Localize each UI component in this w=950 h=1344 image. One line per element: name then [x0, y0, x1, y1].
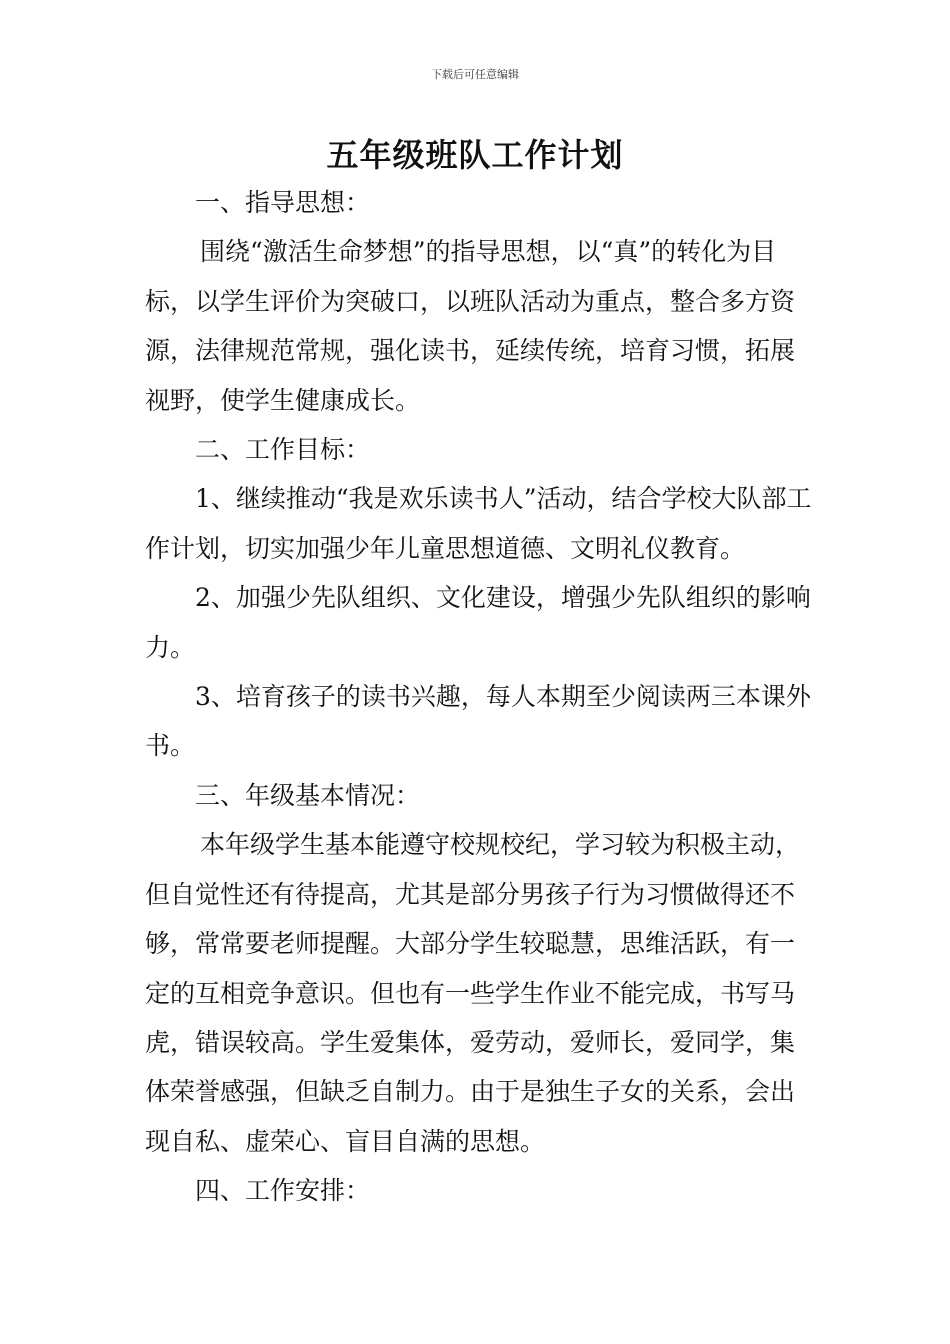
goal-item-2: 2、加强少先队组织、文化建设，增强少先队组织的影响力。: [145, 583, 811, 662]
section-heading-guiding-thought: 一、指导思想：: [195, 188, 371, 217]
section-heading-work-arrangement: 四、工作安排：: [195, 1176, 371, 1206]
page-header-note: 下载后可任意编辑: [431, 68, 519, 81]
section-heading-work-goals: 二、工作目标：: [195, 435, 371, 465]
goal-item-3: 3、培育孩子的读书兴趣，每人本期至少阅读两三本课外书。: [145, 682, 811, 761]
goal-item-1: 1、继续推动“我是欢乐读书人”活动，结合学校大队部工作计划，切实加强少年儿童思想道德、文明礼仪教育。: [145, 484, 812, 563]
document-body: [145, 178, 815, 1216]
document-title: 五年级班队工作计划: [326, 136, 624, 174]
section-body-guiding-thought: 围绕“激活生命梦想”的指导思想，以“真”的转化为目标，以学生评价为突破口，以班队活动为重点，整合多方资源，法律规范常规，强化读书，延续传统，培育习惯，拓展视野，使学生健康成长。: [145, 237, 796, 415]
section-heading-grade-situation: 三、年级基本情况：: [195, 780, 421, 810]
section-body-grade-situation: 本年级学生基本能遵守校规校纪，学习较为积极主动，但自觉性还有待提高，尤其是部分男孩子行为习惯做得还不够，常常要老师提醒。大部分学生较聪慧，思维活跃，有一定的互相竞争意识。但也有一些学生作业不能完成，书写马虎，错误较高。学生爱集体，爱劳动，爱师长，爱同学，集体荣誉感强，但缺乏自制力。由于是独生子女的关系，会出现自私、虚荣心、盲目自满的思想。: [145, 830, 801, 1156]
